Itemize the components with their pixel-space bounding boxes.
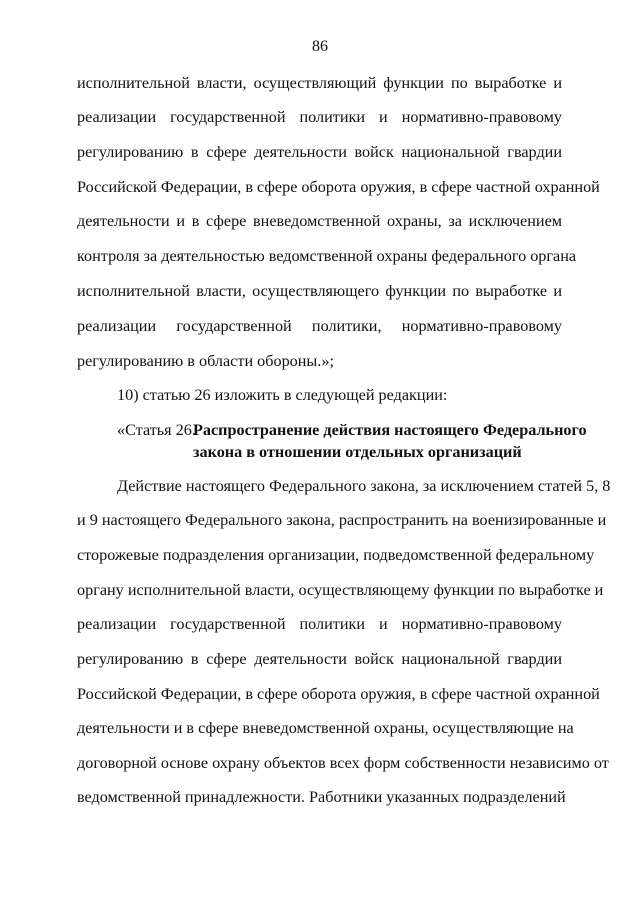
text-line: сторожевые подразделения организации, подведомственной федеральному	[77, 546, 595, 564]
text-line: реализации государственной политики, нормативно-правовому	[77, 317, 562, 335]
text-line: регулированию в сфере деятельности войск национальной гвардии	[77, 143, 562, 161]
article-heading	[117, 420, 587, 440]
list-item-10: 10) статью 26 изложить в следующей редакции:	[117, 386, 448, 404]
text-line: договорной основе охрану объектов всех форм собственности независимо от	[77, 754, 609, 772]
text-line: реализации государственной политики и нормативно-правовому	[77, 108, 562, 126]
text-line: реализации государственной политики и нормативно-правовому	[77, 615, 562, 633]
text-line: контроля за деятельностью ведомственной охраны федерального органа	[77, 247, 577, 265]
text-line: регулированию в сфере деятельности войск национальной гвардии	[77, 650, 562, 668]
text-line: Российской Федерации, в сфере оборота оружия, в сфере частной охранной	[77, 178, 600, 196]
text-line: деятельности и в сфере вневедомственной охраны, за исключением	[77, 212, 562, 230]
text-line: деятельности и в сфере вневедомственной охраны, осуществляющие на	[77, 719, 574, 737]
article-title-line-2: закона в отношении отдельных организаций	[193, 443, 522, 461]
text-line: исполнительной власти, осуществляющего функции по выработке и	[77, 282, 562, 300]
text-line: регулированию в области обороны.»;	[77, 352, 334, 370]
text-line: органу исполнительной власти, осуществляющему функции по выработке и	[77, 581, 604, 599]
text-line: и 9 настоящего Федерального закона, распространить на военизированные и	[77, 511, 607, 529]
text-line: ведомственной принадлежности. Работники указанных подразделений	[77, 788, 566, 806]
page-number: 86	[312, 38, 328, 55]
article-title-line-1: Распространение действия настоящего Федерального	[193, 421, 587, 439]
article-number: «Статья 26.	[117, 421, 196, 439]
text-line: Действие настоящего Федерального закона, за исключением статей 5, 8	[117, 477, 611, 495]
text-line: Российской Федерации, в сфере оборота оружия, в сфере частной охранной	[77, 685, 600, 703]
text-line: исполнительной власти, осуществляющий функции по выработке и	[77, 74, 562, 92]
